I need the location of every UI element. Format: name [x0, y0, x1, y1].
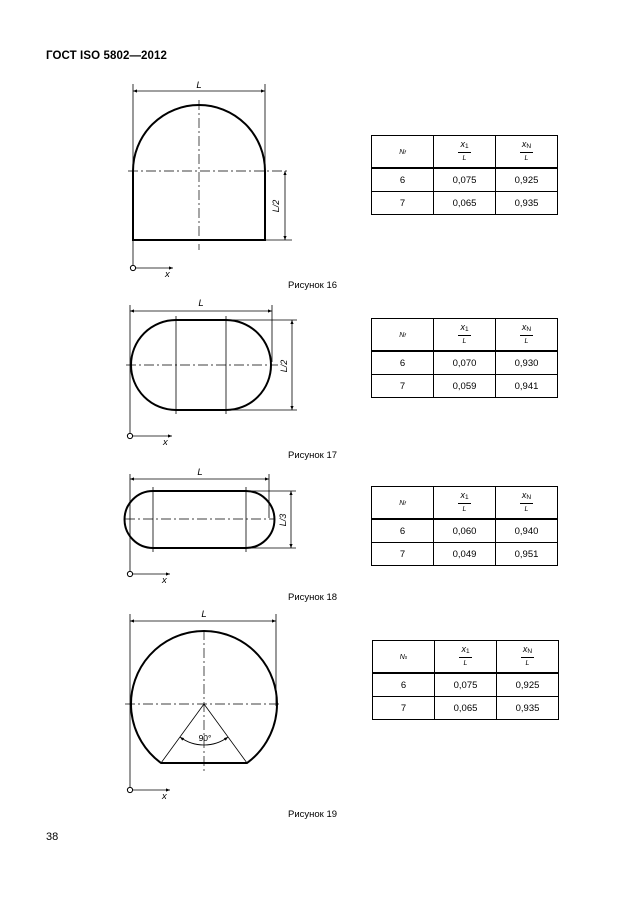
table-figure-17: Nf $\frac{x1}{L}$ $\frac{xN}{L}$ 6 0,070 0,930 7 0,059 0,941 [371, 318, 558, 398]
x-axis-label: x [162, 791, 167, 802]
table-row: 7 0,049 0,951 [372, 543, 558, 566]
table-figure-16: Nf $\frac{x1}{L}$ $\frac{xN}{L}$ 6 0,075 0,925 7 0,065 0,935 [371, 135, 558, 215]
figure-caption: Рисунок 17 [288, 450, 338, 461]
angle-label: 90° [198, 733, 212, 743]
x-axis-label: x [162, 575, 167, 586]
figure-caption: Рисунок 18 [288, 592, 338, 603]
height-label: L/2 [271, 199, 281, 213]
dimension-label: L [196, 80, 202, 91]
page-number: 38 [46, 831, 59, 843]
n-symbol: N [399, 332, 405, 339]
table-row: 6 0,075 0,925 [372, 168, 558, 192]
dimension-label: L [201, 609, 207, 620]
figure-caption: Рисунок 16 [288, 280, 338, 291]
table-figure-18: Nf $\frac{x1}{L}$ $\frac{xN}{L}$ 6 0,060 0,940 7 0,049 0,951 [371, 486, 558, 566]
table-row: 6 0,060 0,940 [372, 519, 558, 543]
figure-caption: Рисунок 19 [288, 809, 338, 820]
table-row: 7 0,059 0,941 [372, 375, 558, 398]
height-label: L/2 [279, 359, 289, 373]
table-row: 7 0,065 0,935 [372, 192, 558, 215]
table-figure-19: Ns $\frac{x1}{L}$ $\frac{xN}{L}$ 6 0,075 0,925 7 0,065 0,935 [372, 640, 559, 720]
table-row: 6 0,070 0,930 [372, 351, 558, 375]
n-symbol: N [399, 149, 405, 156]
x-axis-label: x [163, 437, 168, 448]
height-label: L/3 [278, 513, 288, 527]
table-row: 7 0,065 0,935 [373, 697, 559, 720]
n-symbol: N [399, 654, 405, 661]
x-axis-label: x [165, 269, 170, 280]
table-row: 6 0,075 0,925 [373, 673, 559, 697]
dimension-label: L [198, 298, 204, 309]
dimension-label: L [197, 467, 203, 478]
document-header: ГОСТ ISO 5802—2012 [46, 50, 168, 62]
n-symbol: N [399, 500, 405, 507]
